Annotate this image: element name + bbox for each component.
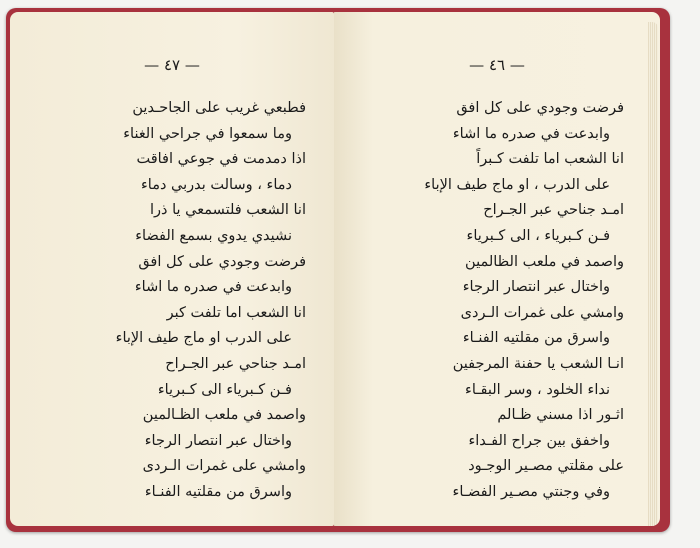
verse-line: اذا دمدمت في جوعي افاقت [136,151,306,168]
verse-line: انا الشعب اما تلفت كـبراً [476,151,624,168]
verse-line: واصمد في ملعب الظالمين [465,253,624,270]
verse-line: فـن كـبرياء الى كـبرياء [157,381,292,398]
verse-line: نشيدي يدوي بسمع الفضاء [135,227,292,244]
verse-line: دماء ، وسالت بدربي دماء [140,176,292,193]
verse-line: وامشي على غمرات الـردى [142,458,306,475]
verse-line: وفي وجنتي مصـير الفضـاء [452,483,610,500]
verse-line: واسرق من مقلتيه الفنـاء [144,483,292,500]
poem-verses [36,96,306,506]
verse-line: واختال عبر انتصار الرجاء [144,432,292,449]
verse-line: على مقلتي مصـير الوجـود [468,458,624,475]
verse-line: انـا الشعب يا حفنة المرجفين [452,355,624,372]
verse-line: امـد جناحي عبر الجـراح [483,202,624,219]
verse-line: فرضت وجودي على كل افق [138,253,306,270]
verse-line: انا الشعب اما تلفت كبر [166,304,306,321]
verse-line: فـن كـبرياء ، الى كـبرياء [466,227,610,244]
verse-line: فطبعي غريب على الجاحـدين [132,100,306,116]
verse-line: على الدرب ، او ماج طيف الإباء [424,176,610,193]
page-edges [648,22,658,526]
verse-line: اثـور اذا مسني ظـالم [497,407,624,424]
verse-line: واصمد في ملعب الظـالمين [142,407,306,424]
verse-line: واختال عبر انتصار الرجاء [462,279,610,296]
verse-line: واسرق من مقلتيه الفنـاء [462,330,610,347]
page-number: — ٤٧ — [144,56,200,74]
verse-line: وابدعت في صدره ما اشاء [134,279,292,296]
verse-line: وما سمعوا في جراحي الغناء [123,125,292,142]
page-number: — ٤٦ — [469,56,525,74]
left-page [10,12,334,526]
verse-line: انا الشعب فلتسمعي يا ذرا [150,202,306,219]
verse-line: نداء الخلود ، وسر البقـاء [465,381,610,398]
open-book [6,8,670,532]
verse-line: واخفق بين جراح الفـداء [468,432,610,449]
verse-line: على الدرب او ماج طيف الإباء [115,330,292,347]
poem-verses [362,96,624,506]
verse-line: فرضت وجودي على كل افق [456,100,624,116]
verse-line: وامشي على غمرات الـردى [460,304,624,321]
verse-line: امـد جناحي عبر الجـراح [165,355,306,372]
right-page [334,12,660,526]
verse-line: وابدعت في صدره ما اشاء [452,125,610,142]
